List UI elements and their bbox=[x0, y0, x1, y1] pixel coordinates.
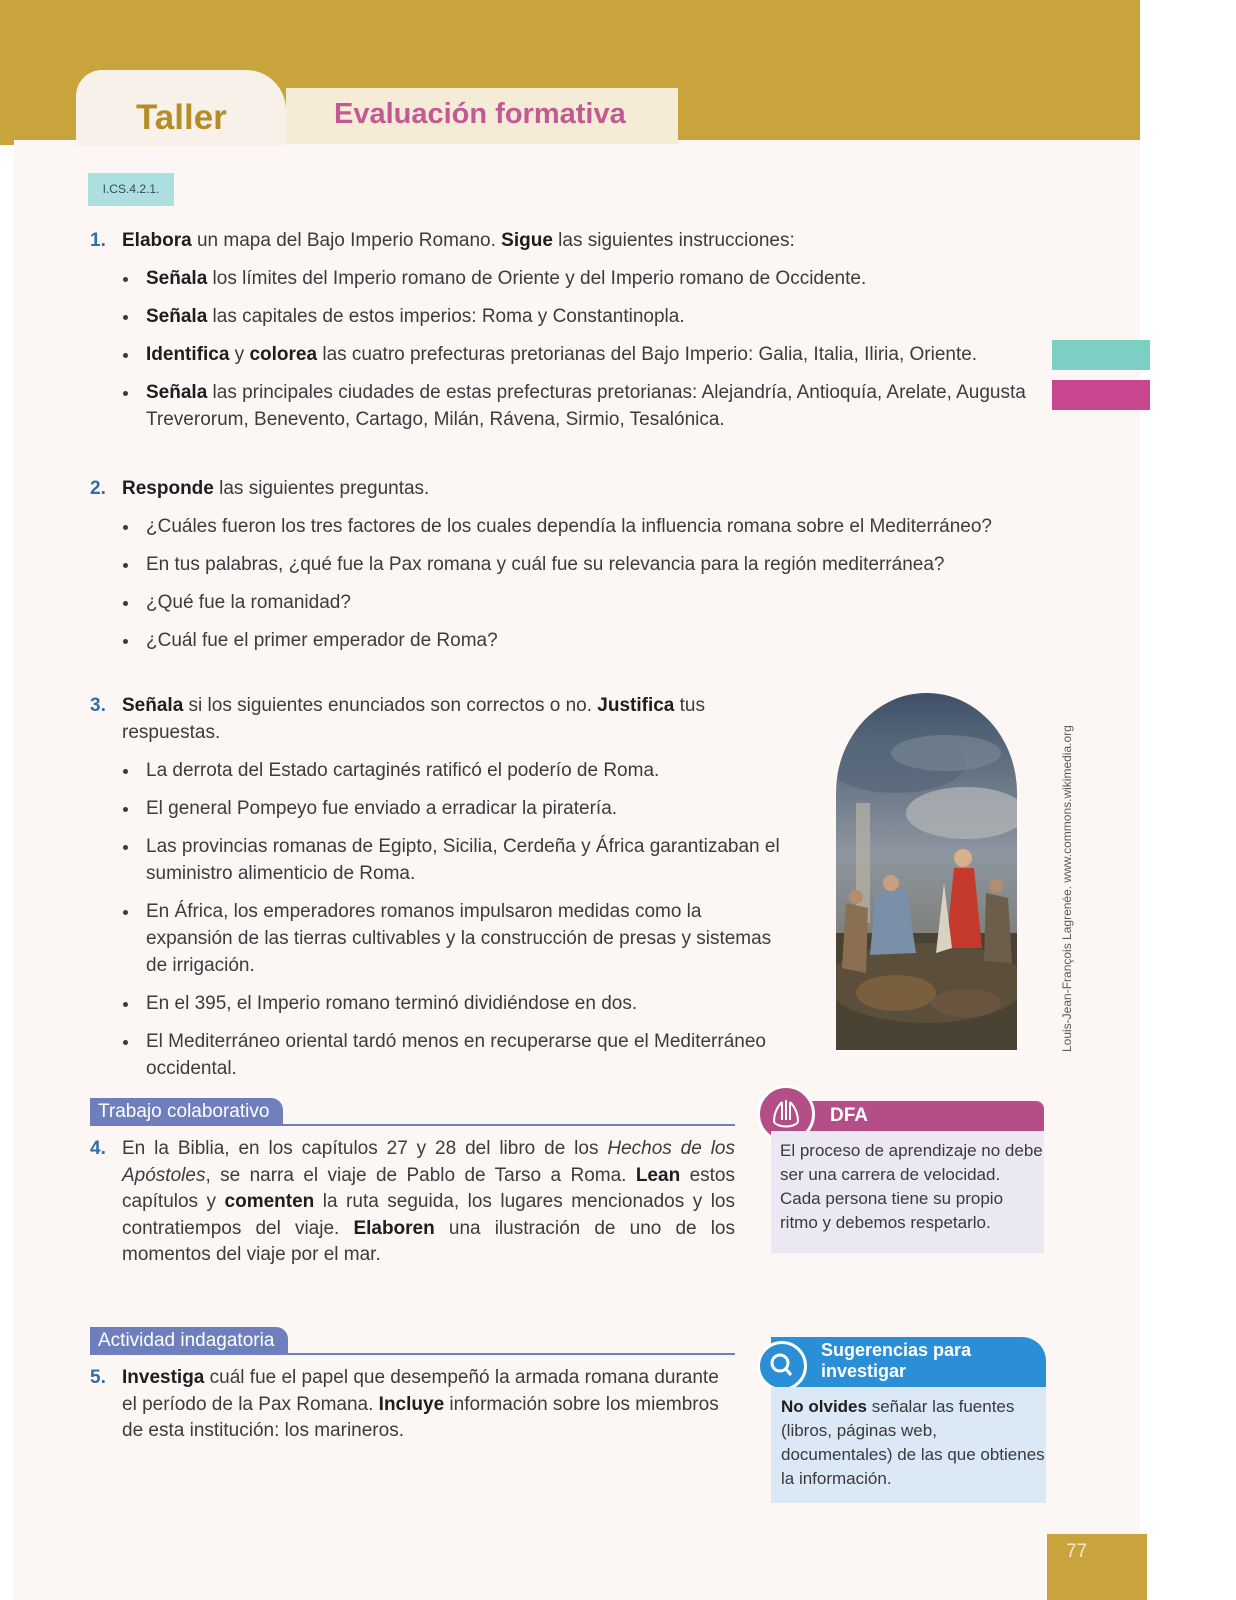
verb: Responde bbox=[122, 478, 214, 499]
list-item: El Mediterráneo oriental tardó menos en recuperarse que el Mediterráneo occidental. bbox=[90, 1028, 790, 1082]
question-number: 5. bbox=[90, 1367, 106, 1388]
criterion-code: I.CS.4.2.1. bbox=[88, 173, 174, 206]
list-item: ¿Qué fue la romanidad? bbox=[90, 589, 1050, 616]
verb: comenten bbox=[224, 1191, 315, 1212]
question-number: 2. bbox=[90, 478, 106, 499]
teal-strip bbox=[1052, 340, 1150, 370]
page-number-box bbox=[1047, 1534, 1147, 1600]
question-number: 3. bbox=[90, 695, 106, 716]
page-number: 77 bbox=[1066, 1541, 1088, 1562]
image-credit: Louis-Jean-François Lagrenée. www.commons.wikimedia.org bbox=[1060, 725, 1074, 1052]
list-item: ¿Cuál fue el primer emperador de Roma? bbox=[90, 627, 1050, 654]
question-2 bbox=[90, 475, 1050, 654]
suggest-title: Sugerencias para investigar bbox=[821, 1340, 972, 1381]
verb: Investiga bbox=[122, 1367, 205, 1388]
list-item: Señala los límites del Imperio romano de Oriente y del Imperio romano de Occidente. bbox=[90, 265, 1050, 292]
bullet-list bbox=[90, 757, 790, 1082]
dfa-title: DFA bbox=[830, 1105, 868, 1126]
tab-taller bbox=[76, 70, 286, 146]
inquiry-section-label: Actividad indagatoria bbox=[90, 1327, 288, 1355]
verb: Señala bbox=[122, 695, 184, 716]
question-text: Responde las siguientes preguntas. bbox=[122, 478, 430, 499]
verb: Elaboren bbox=[353, 1217, 435, 1239]
question-text: En la Biblia, en los capítulos 27 y 28 del libro de los Hechos de los Apóstoles, se narra el viaje de Pablo de Tarso a Roma. Lean estos capítulos y comenten la ruta seguida, los lugares mencionados y los contratiempos del viaje. Elaboren una ilustración de uno de los momentos del viaje por el mar. bbox=[122, 1138, 736, 1265]
bullet-list bbox=[90, 265, 1050, 433]
verb: Sigue bbox=[501, 230, 553, 251]
question-number: 1. bbox=[90, 230, 106, 251]
list-item: En tus palabras, ¿qué fue la Pax romana y cuál fue su relevancia para la región mediterránea? bbox=[90, 551, 1050, 578]
question-text: Investiga cuál fue el papel que desempeñó la armada romana durante el período de la Pax Romana. Incluye información sobre los miembros de esta institución: los marineros. bbox=[122, 1367, 719, 1441]
verb: Lean bbox=[635, 1164, 681, 1186]
list-item: La derrota del Estado cartaginés ratificó el poderío de Roma. bbox=[90, 757, 790, 784]
painting-image bbox=[836, 693, 1017, 1050]
collab-section-label: Trabajo colaborativo bbox=[90, 1098, 283, 1126]
section-title: Evaluación formativa bbox=[334, 98, 626, 130]
divider bbox=[90, 1124, 735, 1126]
list-item: Señala las principales ciudades de estas prefecturas pretorianas: Alejandría, Antioquía, Arelate, Augusta Treverorum, Benevento, Cartago, Milán, Rávena, Sirmio, Tesalónica. bbox=[90, 379, 1050, 433]
question-5 bbox=[90, 1365, 735, 1445]
list-item: ¿Cuáles fueron los tres factores de los cuales dependía la influencia romana sobre el Mediterráneo? bbox=[90, 513, 1050, 540]
question-4 bbox=[90, 1136, 735, 1269]
question-1 bbox=[90, 227, 1050, 433]
question-number: 4. bbox=[90, 1138, 106, 1159]
dfa-text: El proceso de aprendizaje no debe ser una carrera de velocidad. Cada persona tiene su propio ritmo y debemos respetarlo. bbox=[771, 1131, 1044, 1253]
question-text: Elabora un mapa del Bajo Imperio Romano. Sigue las siguientes instrucciones: bbox=[122, 230, 795, 251]
list-item: En África, los emperadores romanos impulsaron medidas como la expansión de las tierras cultivables y la construcción de presas y sistemas de irrigación. bbox=[90, 898, 790, 979]
bullet-list bbox=[90, 513, 1050, 654]
section-title-tab bbox=[286, 88, 678, 144]
suggest-header bbox=[771, 1337, 1046, 1387]
painting-illustration bbox=[836, 693, 1017, 1050]
question-3 bbox=[90, 692, 790, 1082]
question-text: Señala si los siguientes enunciados son correctos o no. Justifica tus respuestas. bbox=[122, 695, 705, 743]
magnifier-icon bbox=[757, 1341, 807, 1391]
tab-taller-label: Taller bbox=[136, 98, 227, 137]
dfa-header bbox=[792, 1101, 1044, 1131]
verb: Incluye bbox=[378, 1393, 445, 1415]
divider bbox=[90, 1353, 735, 1355]
verb: Elabora bbox=[122, 230, 192, 251]
pink-strip bbox=[1052, 380, 1150, 410]
list-item: En el 395, el Imperio romano terminó dividiéndose en dos. bbox=[90, 990, 790, 1017]
list-item: El general Pompeyo fue enviado a erradicar la piratería. bbox=[90, 795, 790, 822]
suggest-text: No olvides señalar las fuentes (libros, páginas web, documentales) de las que obtienes la información. bbox=[771, 1387, 1046, 1503]
list-item: Señala las capitales de estos imperios: Roma y Constantinopla. bbox=[90, 303, 1050, 330]
list-item: Identifica y colorea las cuatro prefecturas pretorianas del Bajo Imperio: Galia, Italia, Iliria, Oriente. bbox=[90, 341, 1050, 368]
verb: Justifica bbox=[597, 695, 675, 716]
list-item: Las provincias romanas de Egipto, Sicilia, Cerdeña y África garantizaban el suministro alimenticio de Roma. bbox=[90, 833, 790, 887]
